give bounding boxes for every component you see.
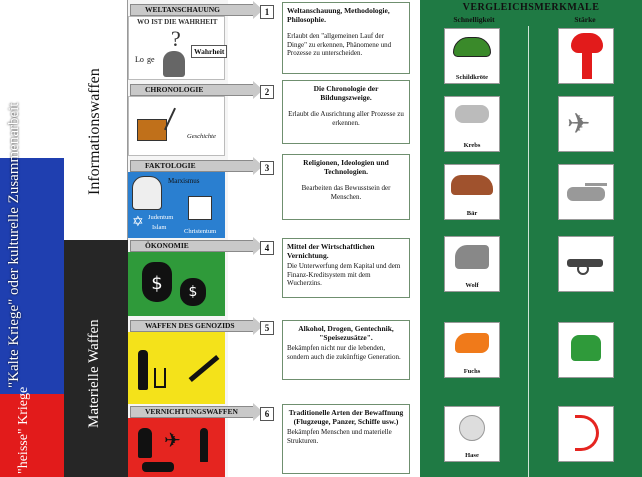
- soldier-silhouette-icon: [138, 428, 152, 458]
- crayfish-icon: [455, 105, 489, 123]
- category-label: CHRONOLOGIE: [145, 85, 204, 94]
- money-bag-icon: $: [142, 262, 172, 302]
- marx-portrait-icon: [132, 176, 162, 210]
- coin-stack-icon: $: [180, 278, 206, 306]
- islam-word: Islam: [152, 224, 167, 231]
- category-arrow-2: [130, 84, 254, 96]
- category-arrow-6: [130, 406, 254, 418]
- logic-word-a: Lo: [135, 55, 144, 64]
- row-6-picture: [128, 418, 225, 477]
- animal-label: Wolf: [465, 282, 479, 289]
- marxism-word: Marxismus: [168, 177, 200, 185]
- star-of-david-icon: ✡: [132, 215, 144, 230]
- comparison-divider: [528, 26, 529, 477]
- history-word: Geschichte: [187, 133, 216, 140]
- description-title: Religionen, Ideologien und Technologien.: [303, 158, 389, 176]
- rocket-silhouette-icon: [200, 428, 208, 462]
- row-5-picture: [128, 332, 225, 404]
- row-2-picture: [128, 96, 225, 156]
- animal-label: Fuchs: [463, 368, 481, 375]
- row-number-2: 2: [260, 85, 274, 99]
- row-number-3: 3: [260, 161, 274, 175]
- animal-label: Bär: [466, 210, 478, 217]
- animal-label: Schildkröte: [455, 74, 489, 81]
- truth-caption: WO IST DIE WAHRHEIT: [137, 18, 218, 26]
- row-3-picture: [128, 172, 225, 238]
- animal-card-turtle: [444, 28, 500, 84]
- truth-word: Wahrheit: [191, 45, 227, 58]
- weapon-card-cannon: [558, 236, 614, 292]
- description-body: Bekämpfen Menschen und materielle Strukturen.: [287, 428, 392, 445]
- row-1-picture: [128, 16, 225, 80]
- category-arrow-1: [130, 4, 254, 16]
- book-icon: [137, 119, 167, 141]
- syringe-icon: [189, 355, 220, 382]
- animal-label: Krebs: [463, 142, 481, 149]
- tank-icon: [567, 187, 605, 201]
- weapon-card-nuclear: [558, 28, 614, 84]
- nuclear-explosion-icon: [571, 33, 603, 53]
- description-body: Erlaubt die Ausrichtung aller Prozesse zu erkennen.: [288, 110, 404, 127]
- row-number-5: 5: [260, 321, 274, 335]
- animal-card-fox: [444, 322, 500, 378]
- cold-war-label: "Kalte Kriege" oder kulturelle Zusammenarbeit: [6, 102, 22, 388]
- strength-header: Stärke: [574, 15, 596, 24]
- tank-silhouette-icon: [142, 462, 174, 472]
- description-box-4: [282, 238, 410, 298]
- animal-card-crayfish: [444, 96, 500, 152]
- description-body: Die Unterwerfung dem Kapital und dem Finanz-Kreditsystem mit dem Wucherzins.: [287, 262, 401, 287]
- turtle-icon: [453, 37, 491, 57]
- church-icon: [188, 196, 212, 220]
- tank-barrel: [585, 183, 607, 186]
- description-title: Die Chronologie der Bildungszweige.: [313, 84, 379, 102]
- category-label: ÖKONOMIE: [145, 241, 189, 250]
- info-weapons-label: Informationswaffen: [86, 68, 103, 195]
- description-box-6: [282, 404, 410, 474]
- logic-word-b: ge: [147, 55, 155, 64]
- description-body: Bekämpfen nicht nur die lebenden, sondern auch die zukünftige Generation.: [287, 344, 401, 361]
- category-arrow-4: [130, 240, 254, 252]
- description-box-1: [282, 2, 410, 74]
- row-number-4: 4: [260, 241, 274, 255]
- description-title: Mittel der Wirtschaftlichen Vernichtung.: [287, 242, 375, 260]
- hot-war-label: "heisse" Kriege: [16, 386, 31, 474]
- soldier-icon: [571, 335, 601, 361]
- wolf-icon: [455, 245, 489, 269]
- animal-card-hare: [444, 406, 500, 462]
- animal-label: Hase: [465, 452, 479, 459]
- animal-card-bear: [444, 164, 500, 220]
- weapon-card-archer: [558, 406, 614, 462]
- description-body: Bearbeiten das Bewusstsein der Menschen.: [301, 184, 391, 201]
- description-box-2: [282, 80, 410, 144]
- comparison-title: VERGLEICHSMERKMALE: [462, 2, 600, 13]
- cannon-wheel: [577, 263, 589, 275]
- flag-red-band: [0, 394, 64, 477]
- description-box-5: [282, 320, 410, 380]
- category-arrow-5: [130, 320, 254, 332]
- description-box-3: [282, 154, 410, 220]
- bear-icon: [451, 175, 493, 195]
- weapon-card-tank: [558, 164, 614, 220]
- row-number-6: 6: [260, 407, 274, 421]
- thinker-figure-icon: [163, 51, 185, 77]
- judaism-word: Judentum: [148, 214, 174, 221]
- weapon-card-jet: [558, 96, 614, 152]
- description-title: Weltanschauung, Methodologie, Philosophie.: [287, 6, 390, 24]
- animal-card-wolf: [444, 236, 500, 292]
- hare-icon: [459, 415, 485, 441]
- plane-silhouette-icon: ✈: [164, 428, 181, 452]
- row-number-1: 1: [260, 5, 274, 19]
- category-label: WELTANSCHAUUNG: [145, 5, 221, 14]
- row-4-picture: [128, 252, 225, 316]
- material-weapons-label: Materielle Waffen: [86, 319, 102, 428]
- category-arrow-3: [130, 160, 254, 172]
- speed-header: Schnelligkeit: [453, 15, 495, 24]
- fox-icon: [455, 333, 489, 353]
- archer-icon: [575, 415, 599, 451]
- glass-icon: [154, 368, 166, 388]
- description-title: Alkohol, Drogen, Gentechnik, "Speisezusätze".: [298, 324, 394, 342]
- category-label: VERNICHTUNGSWAFFEN: [145, 407, 238, 416]
- description-title: Traditionelle Arten der Bewaffnung (Flugzeuge, Panzer, Schiffe usw.): [288, 408, 404, 426]
- weapon-card-soldier: [558, 322, 614, 378]
- jet-fighter-icon: ✈: [567, 107, 591, 140]
- category-label: WAFFEN DES GENOZIDS: [145, 321, 235, 330]
- description-body: Erlaubt den "allgemeinen Lauf der Dinge" zu erkennen, Phänomene und Prozesse zu unterscheiden.: [287, 32, 392, 57]
- christianity-word: Christentum: [184, 228, 217, 235]
- nuclear-stem: [582, 51, 592, 79]
- bottle-icon: [138, 350, 148, 390]
- category-label: FAKTOLOGIE: [145, 161, 196, 170]
- question-mark-icon: ?: [171, 26, 181, 51]
